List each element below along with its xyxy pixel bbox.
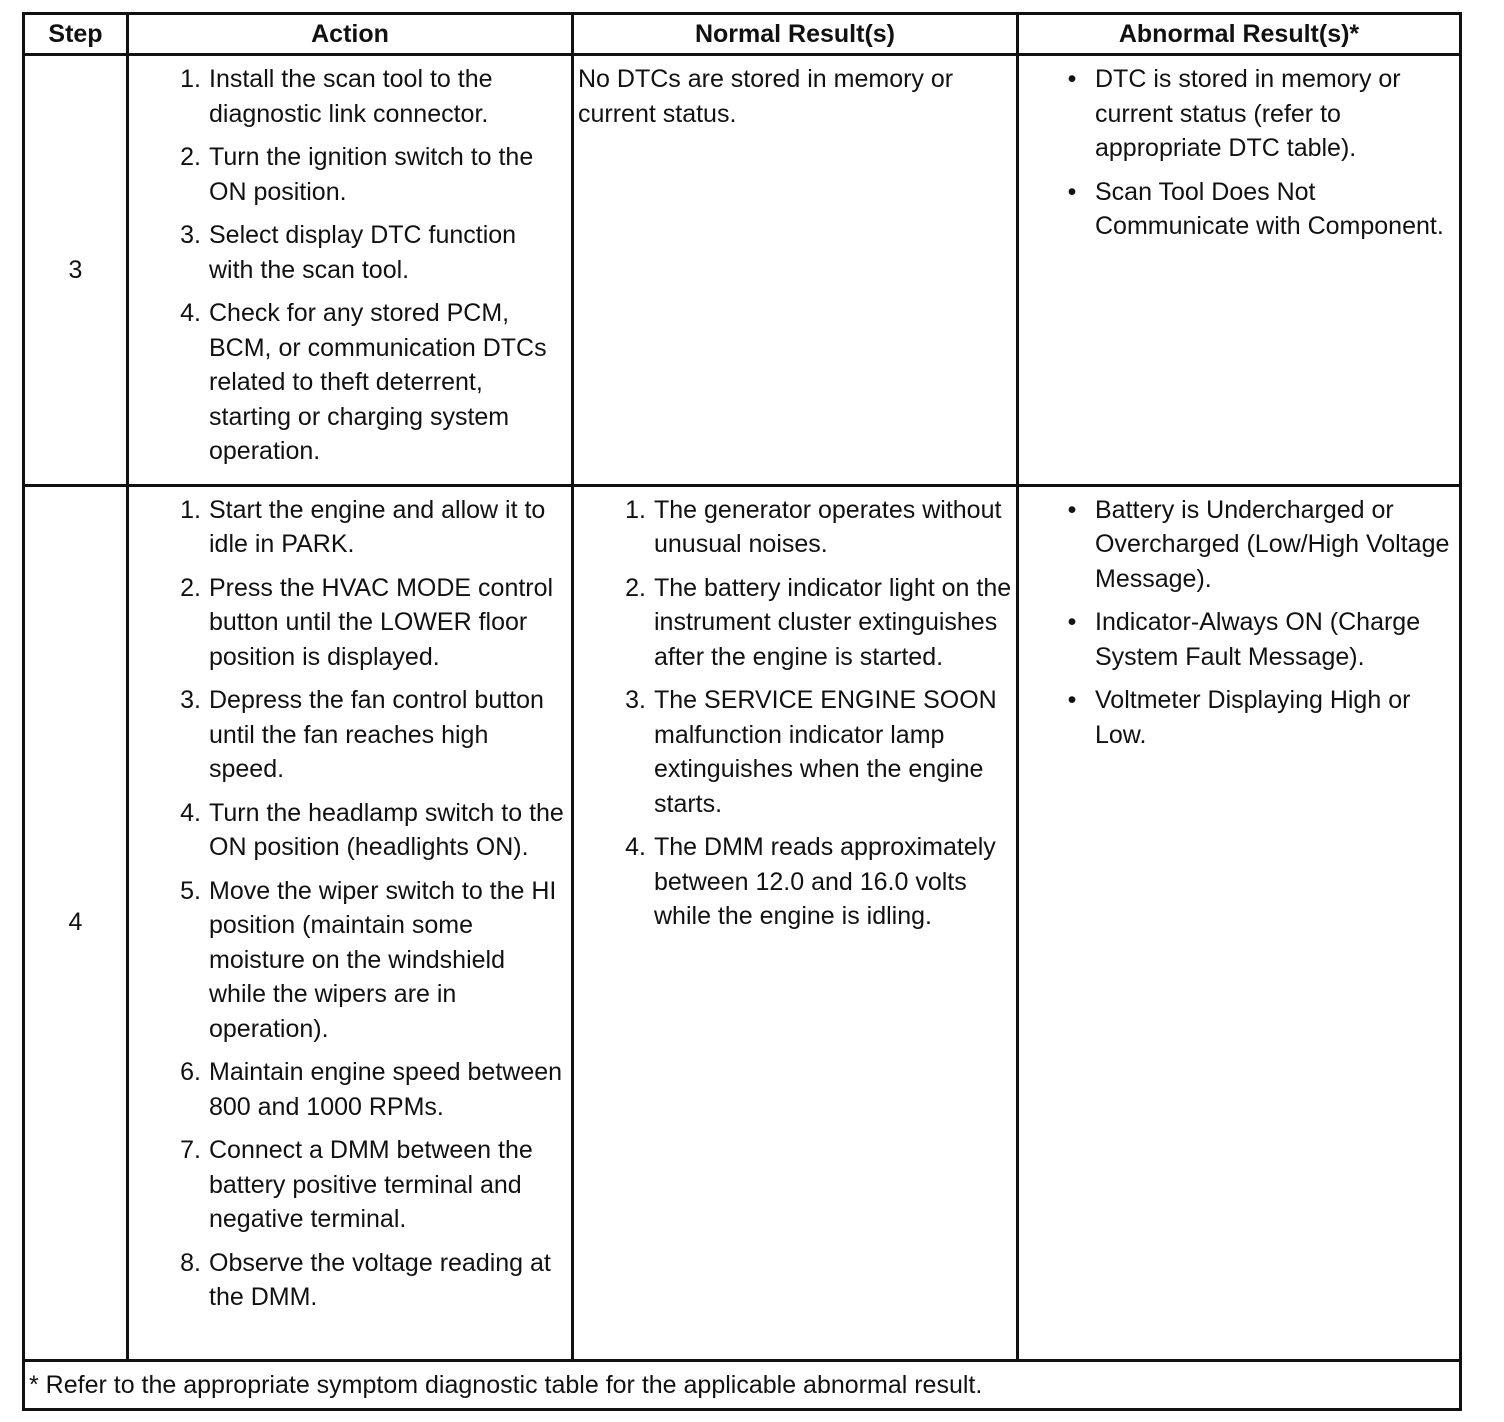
list-item [167, 1133, 567, 1237]
list-item [612, 830, 1012, 934]
header-abnormal-results: Abnormal Result(s)* [1018, 14, 1461, 55]
header-row [24, 14, 1461, 55]
item-number: 5. [180, 876, 201, 905]
bullet-icon: • [1067, 65, 1077, 93]
footnote-row [24, 1360, 1461, 1410]
list-item [612, 683, 1012, 821]
item-text: Observe the voltage reading at the DMM. [209, 1248, 551, 1311]
item-text: Scan Tool Does Not Communicate with Component. [1095, 177, 1444, 240]
list-item [612, 571, 1012, 675]
item-number: 2. [625, 573, 646, 602]
item-number: 4. [625, 833, 646, 861]
bullet-icon: • [1067, 686, 1077, 714]
item-text: Turn the ignition switch to the ON position. [209, 143, 534, 206]
item-number: 7. [180, 1136, 201, 1164]
item-text: Connect a DMM between the battery positive terminal and negative terminal. [209, 1136, 533, 1233]
list-item [167, 62, 567, 131]
item-text: Start the engine and allow it to idle in PARK. [209, 495, 546, 558]
item-number: 4. [180, 798, 201, 827]
list-item [612, 493, 1012, 562]
item-text: Depress the fan control button until the fan reaches high speed. [209, 686, 544, 783]
header-normal-results: Normal Result(s) [573, 14, 1018, 55]
item-number: 1. [625, 495, 646, 524]
item-text: The DMM reads approximately between 12.0 and 16.0 volts while the engine is idling. [654, 833, 996, 930]
item-text: Indicator-Always ON (Charge System Fault Message). [1095, 608, 1421, 671]
action-list [135, 62, 567, 469]
bullet-icon: • [1067, 608, 1077, 636]
item-text: Install the scan tool to the diagnostic link connector. [209, 65, 493, 128]
item-text: Battery is Undercharged or Overcharged (Low/High Voltage Message). [1095, 495, 1450, 593]
item-text: Voltmeter Displaying High or Low. [1095, 686, 1411, 749]
normal-result-list [580, 493, 1012, 934]
list-item [1065, 605, 1455, 674]
list-item [167, 140, 567, 209]
step-number: 3 [24, 55, 128, 486]
list-item [1065, 493, 1455, 597]
list-item [167, 296, 567, 469]
item-text: Check for any stored PCM, BCM, or communication DTCs related to theft deterrent, starting or charging system operation. [209, 299, 547, 465]
item-number: 3. [180, 221, 201, 249]
abnormal-list [1025, 493, 1455, 753]
step-number: 4 [24, 485, 128, 1360]
list-item [167, 1246, 567, 1315]
abnormal-result-cell [1018, 55, 1461, 486]
item-text: The SERVICE ENGINE SOON malfunction indicator lamp extinguishes when the engine starts. [654, 686, 997, 818]
abnormal-list [1025, 62, 1455, 244]
item-number: 6. [180, 1058, 201, 1086]
bullet-icon: • [1067, 177, 1077, 206]
list-item [1065, 683, 1455, 752]
action-list [135, 493, 567, 1315]
list-item [167, 218, 567, 287]
item-text: The generator operates without unusual noises. [654, 495, 1002, 558]
header-action: Action [128, 14, 573, 55]
list-item [167, 683, 567, 787]
table-row-step-3 [24, 55, 1461, 486]
item-text: Move the wiper switch to the HI position (maintain some moisture on the windshield while the wipers are in operation). [209, 876, 557, 1043]
list-item [167, 1055, 567, 1124]
item-number: 1. [180, 495, 201, 524]
item-text: Press the HVAC MODE control button until the LOWER floor position is displayed. [209, 573, 554, 671]
item-text: The battery indicator light on the instrument cluster extinguishes after the engine is started. [654, 573, 1012, 671]
item-text: DTC is stored in memory or current status (refer to appropriate DTC table). [1095, 65, 1401, 162]
action-cell [128, 485, 573, 1360]
item-text: Turn the headlamp switch to the ON position (headlights ON). [209, 798, 564, 861]
list-item [1065, 175, 1455, 244]
list-item [167, 493, 567, 562]
item-number: 3. [625, 686, 646, 714]
header-step: Step [24, 14, 128, 55]
normal-result-cell [573, 485, 1018, 1360]
table-row-step-4 [24, 485, 1461, 1360]
item-text: Select display DTC function with the scan tool. [209, 221, 517, 284]
item-number: 2. [180, 573, 201, 602]
list-item [167, 796, 567, 865]
item-number: 4. [180, 299, 201, 327]
footnote: * Refer to the appropriate symptom diagnostic table for the applicable abnormal result. [24, 1360, 1461, 1410]
diagnostic-table-page [22, 12, 1459, 1411]
bullet-icon: • [1067, 495, 1077, 524]
list-item [167, 571, 567, 675]
item-number: 8. [180, 1248, 201, 1277]
item-text: Maintain engine speed between 800 and 1000 RPMs. [209, 1058, 563, 1121]
diagnostic-table [22, 12, 1462, 1411]
list-item [167, 874, 567, 1047]
normal-result-cell [573, 55, 1018, 486]
abnormal-result-cell [1018, 485, 1461, 1360]
action-cell [128, 55, 573, 486]
list-item [1065, 62, 1455, 166]
normal-result-text: No DTCs are stored in memory or current status. [578, 65, 954, 128]
item-number: 3. [180, 686, 201, 714]
item-number: 2. [180, 143, 201, 171]
item-number: 1. [180, 65, 201, 93]
